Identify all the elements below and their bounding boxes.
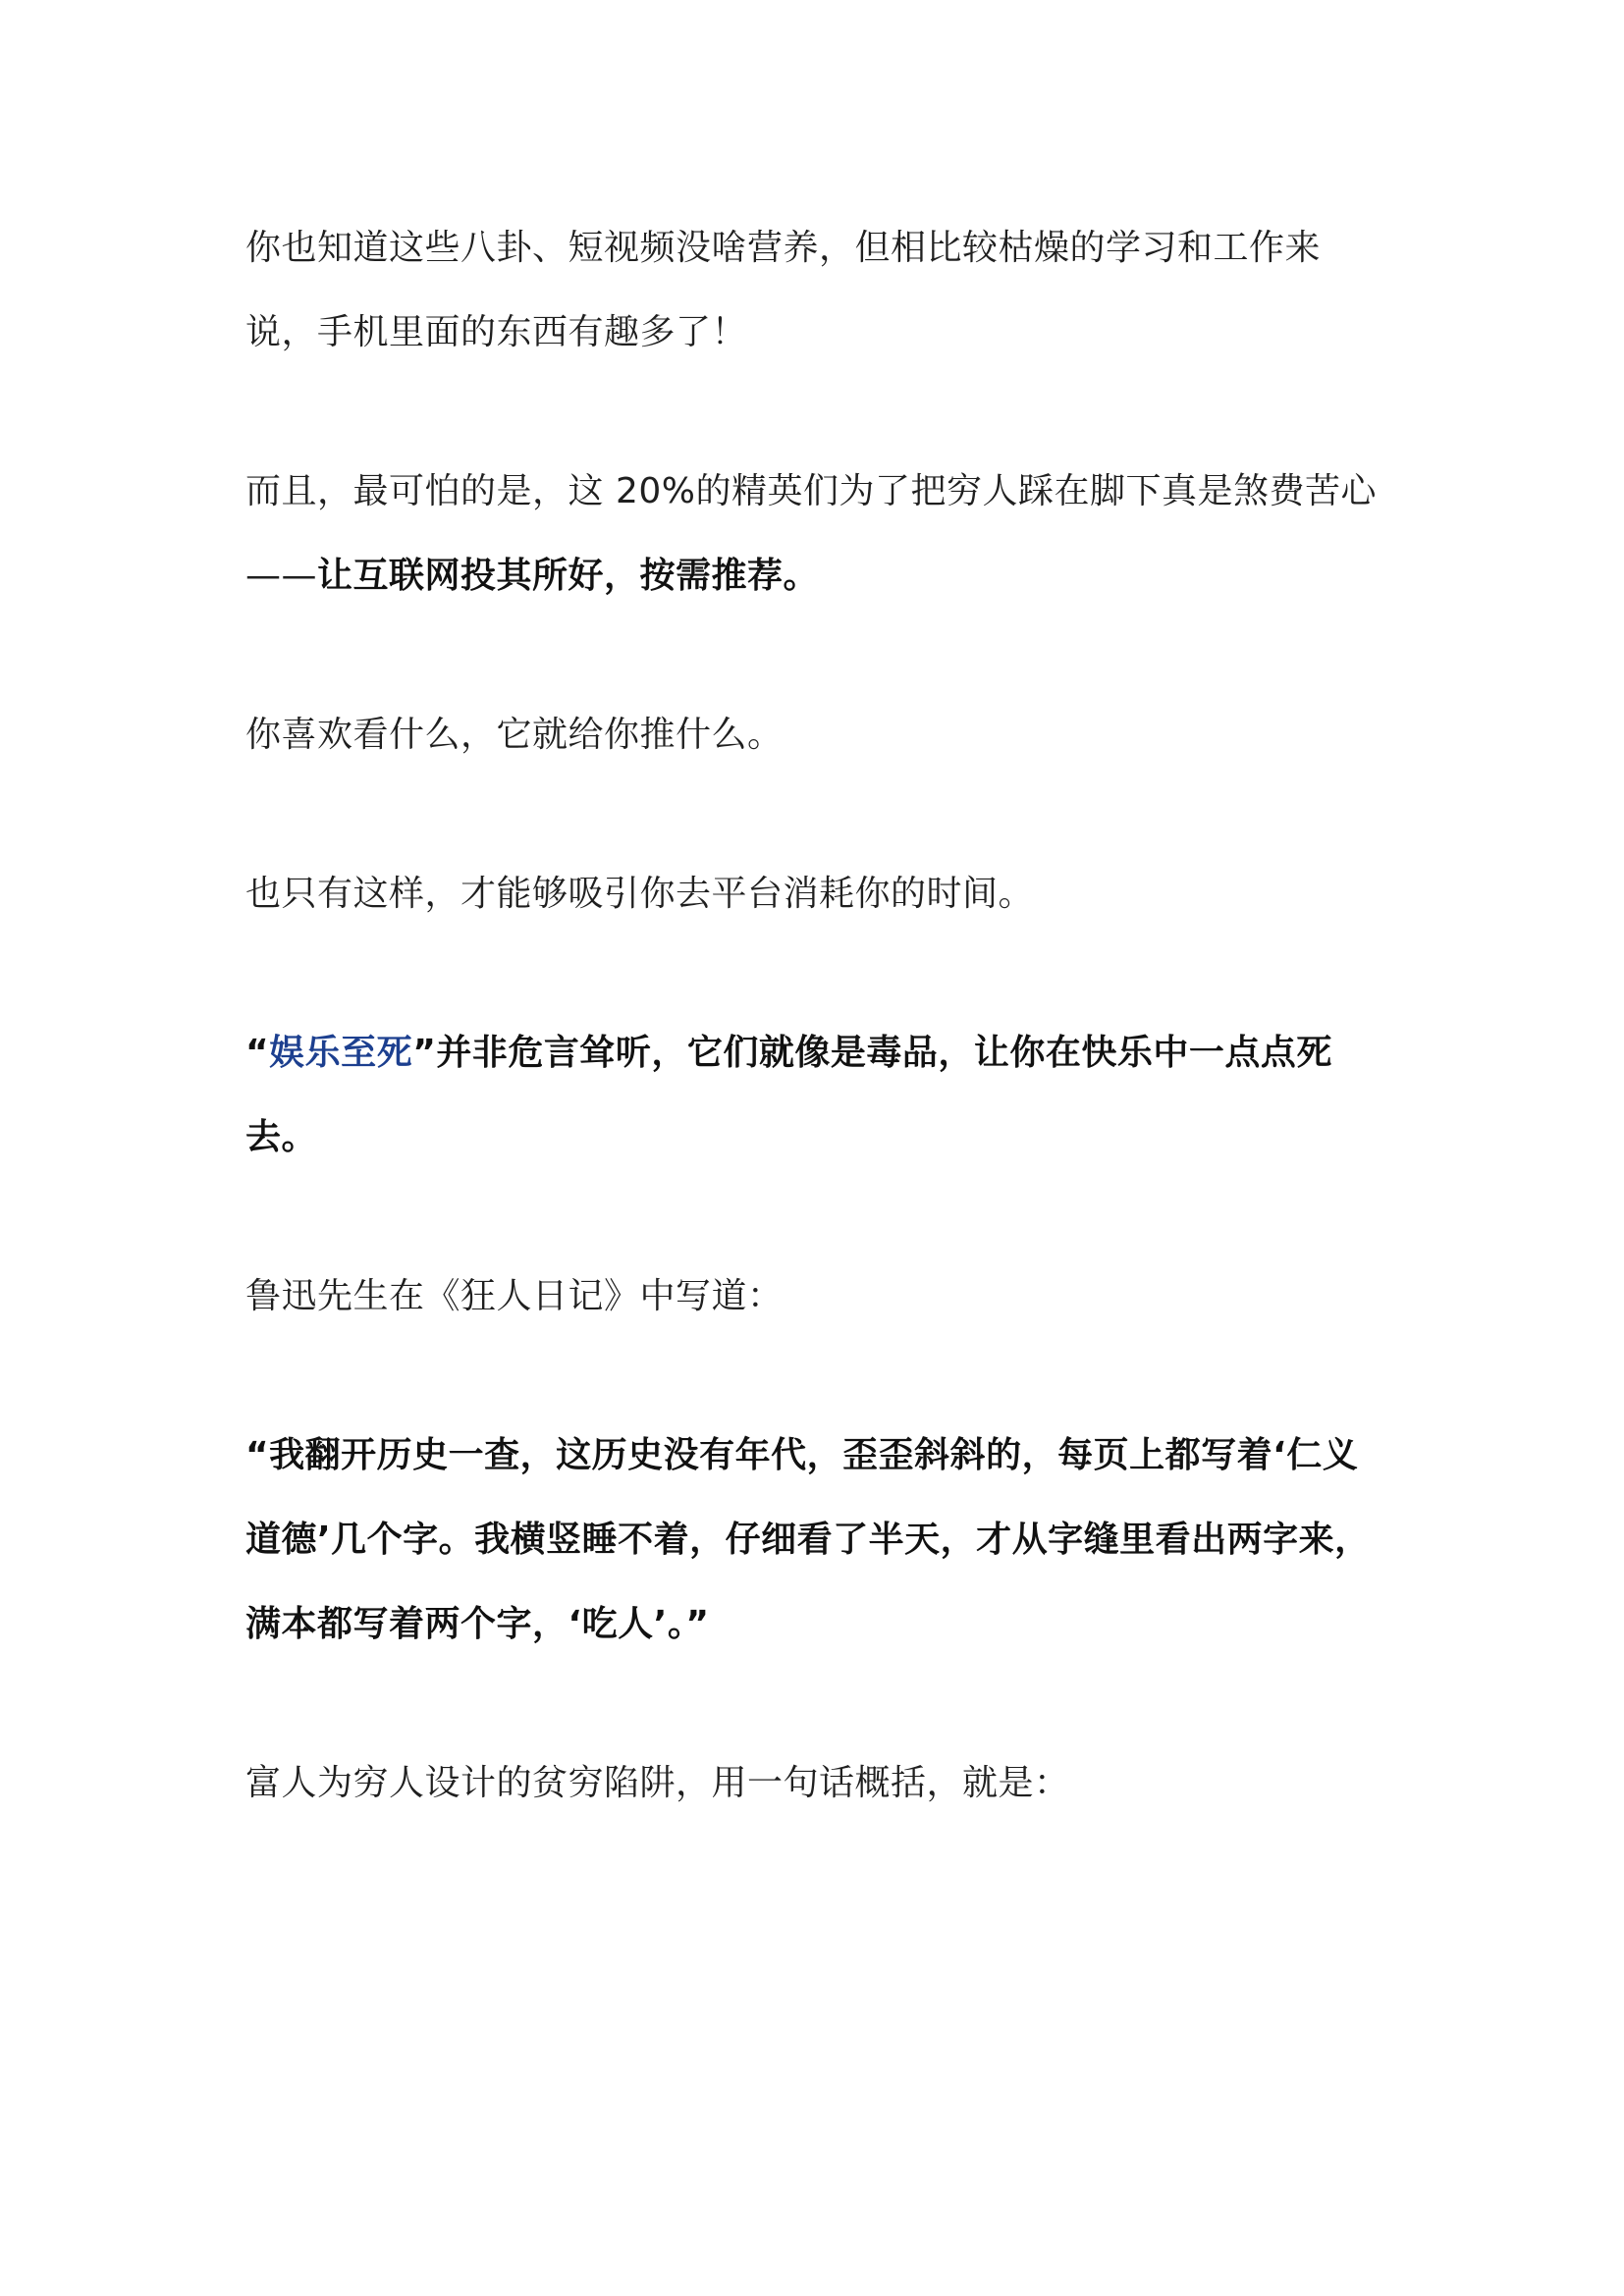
paragraph-8: 富人为穷人设计的贫穷陷阱，用一句话概括，就是：	[245, 1763, 1070, 1803]
paragraph-6: 鲁迅先生在《狂人日记》中写道：	[245, 1276, 784, 1316]
document-page	[245, 206, 1384, 1826]
paragraph-4: 也只有这样，才能够吸引你去平台消耗你的时间。	[245, 874, 1035, 914]
paragraph-1: 你也知道这些八卦、短视频没啥营养，但相比较枯燥的学习和工作来说，手机里面的东西有趣多了！	[245, 228, 1322, 352]
paragraph-2-bold: 让互联网投其所好，按需推荐。	[317, 556, 820, 596]
paragraph-2-text: 而且，最可怕的是，这 20%的精英们为了把穷人踩在脚下真是煞费苦心——	[245, 471, 1377, 596]
paragraph-5	[245, 1011, 1384, 1180]
paragraph-5-rest: ”并非危言耸听，它们就像是毒品，让你在快乐中一点点死去。	[245, 1033, 1332, 1157]
paragraph-7-quote: “我翻开历史一查，这历史没有年代，歪歪斜斜的，每页上都写着‘仁义道德’几个字。我横竖睡不着，仔细看了半天，才从字缝里看出两字来，满本都写着两个字，‘吃人’。”	[245, 1435, 1371, 1644]
paragraph-5-highlight: 娱乐至死	[269, 1033, 413, 1073]
paragraph-2	[245, 450, 1384, 618]
paragraph-5-open-quote: “	[245, 1033, 270, 1073]
paragraph-3: 你喜欢看什么，它就给你推什么。	[245, 715, 784, 755]
